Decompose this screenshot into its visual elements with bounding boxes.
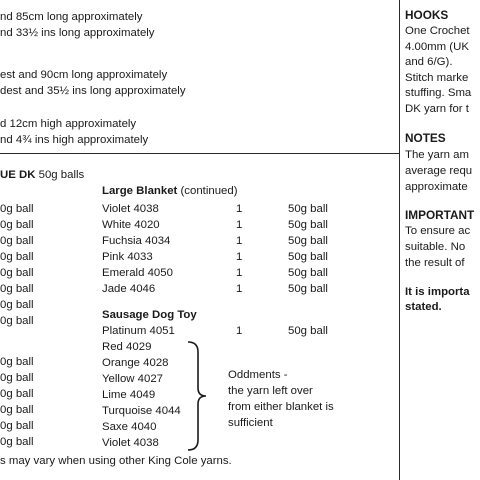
oddments-brace-icon (186, 340, 210, 452)
left-qty-item: 0g ball (0, 372, 34, 384)
yarn-qty: 1 (236, 267, 243, 279)
left-qty-item: 0g ball (0, 436, 34, 448)
oddment-yarn: Turquoise 4044 (102, 405, 181, 417)
oddment-yarn: Lime 4049 (102, 389, 156, 401)
yarn-name: Fuchsia 4034 (102, 235, 171, 247)
important-line: the result of (405, 257, 465, 269)
hooks-heading: HOOKS (405, 8, 449, 22)
yarn-size: 50g ball (288, 325, 328, 337)
yarn-size: 50g ball (288, 235, 328, 247)
oddment-yarn: Violet 4038 (102, 437, 159, 449)
notes-heading: NOTES (405, 131, 446, 145)
hooks-line: and 6/G). (405, 56, 453, 68)
yarn-size: 50g ball (288, 203, 328, 215)
yarn-name: Jade 4046 (102, 283, 156, 295)
hooks-line: 4.00mm (UK (405, 41, 469, 53)
left-qty-item: 0g ball (0, 388, 34, 400)
hooks-line: One Crochet (405, 25, 470, 37)
oddments-note-line: sufficient (228, 417, 273, 429)
size-line: est and 90cm long approximately (0, 69, 168, 81)
yarn-size: 50g ball (288, 283, 328, 295)
oddment-yarn: Saxe 4040 (102, 421, 157, 433)
hooks-line: stuffing. Sma (405, 87, 472, 99)
yarn-name: Violet 4038 (102, 203, 159, 215)
yarn-name: Pink 4033 (102, 251, 153, 263)
sausage-dog-title: Sausage Dog Toy (102, 309, 197, 321)
left-qty-item: 0g ball (0, 356, 34, 368)
left-qty-item: 0g ball (0, 420, 34, 432)
yarn-size: 50g ball (288, 251, 328, 263)
yarn-header-rest: 50g balls (35, 169, 85, 181)
important-line: To ensure ac (405, 225, 471, 237)
oddments-note-line: Oddments - (228, 369, 288, 381)
left-qty-item: 0g ball (0, 219, 34, 231)
oddments-note-line: the yarn left over (228, 385, 313, 397)
notes-line: average requ (405, 165, 473, 177)
size-line: nd 85cm long approximately (0, 11, 143, 23)
left-qty-item: 0g ball (0, 267, 34, 279)
left-qty-item: 0g ball (0, 283, 34, 295)
yarn-qty: 1 (236, 235, 243, 247)
footer-note: s may vary when using other King Cole yarns. (0, 455, 232, 467)
yarn-name: Emerald 4050 (102, 267, 173, 279)
notes-line: The yarn am (405, 149, 469, 161)
vertical-divider (399, 0, 400, 480)
important-bold-line: It is importa (405, 286, 470, 298)
oddment-yarn: Orange 4028 (102, 357, 169, 369)
size-line: nd 33½ ins long approximately (0, 27, 155, 39)
large-blanket-title: Large Blanket (continued) (102, 185, 238, 197)
hooks-line: DK yarn for t (405, 103, 469, 115)
oddment-yarn: Yellow 4027 (102, 373, 164, 385)
left-qty-item: 0g ball (0, 299, 34, 311)
oddment-yarn: Red 4029 (102, 341, 152, 353)
yarn-qty: 1 (236, 219, 243, 231)
yarn-name: Platinum 4051 (102, 325, 175, 337)
yarn-size: 50g ball (288, 267, 328, 279)
yarn-header (0, 170, 84, 181)
size-line: nd 4¾ ins high approximately (0, 134, 149, 146)
yarn-qty: 1 (236, 251, 243, 263)
horizontal-divider-left (0, 153, 400, 154)
left-qty-item: 0g ball (0, 404, 34, 416)
left-qty-item: 0g ball (0, 251, 34, 263)
yarn-size: 50g ball (288, 219, 328, 231)
yarn-qty: 1 (236, 203, 243, 215)
important-heading: IMPORTANT (405, 208, 475, 222)
left-qty-item: 0g ball (0, 235, 34, 247)
size-line: dest and 35½ ins long approximately (0, 85, 186, 97)
notes-line: approximate (405, 181, 468, 193)
oddments-note-line: from either blanket is (228, 401, 334, 413)
important-bold-line: stated. (405, 301, 442, 313)
size-line: d 12cm high approximately (0, 118, 137, 130)
yarn-header-name: UE DK (0, 169, 36, 181)
yarn-name: White 4020 (102, 219, 160, 231)
yarn-qty: 1 (236, 325, 243, 337)
left-qty-item: 0g ball (0, 315, 34, 327)
important-line: suitable. No (405, 241, 466, 253)
left-qty-item: 0g ball (0, 203, 34, 215)
yarn-qty: 1 (236, 283, 243, 295)
hooks-line: Stitch marke (405, 72, 469, 84)
